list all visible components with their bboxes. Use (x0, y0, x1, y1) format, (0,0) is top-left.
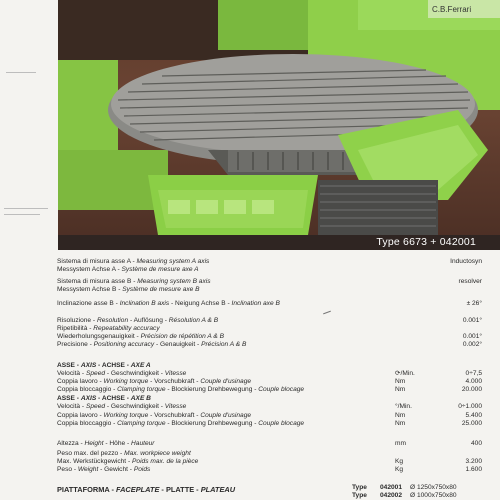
spec-label-translation: AXIS (80, 395, 97, 402)
spec-unit: Nm (395, 378, 406, 385)
spec-label-translation: Measuring system A axis (136, 258, 210, 265)
spec-label-translation: Speed (85, 403, 106, 410)
spec-label-text: Messystem Achse B - (57, 286, 123, 293)
spec-label-translation: Positioning accuracy (93, 341, 155, 348)
spec-label (57, 440, 387, 448)
faceplate-size: Ø 1000x750x80 (410, 492, 457, 499)
spec-label-translation: Couple blocage (258, 420, 305, 427)
spec-value: 0÷1.000 (458, 403, 482, 410)
spec-label (57, 395, 387, 403)
spec-unit: ⟳/Min. (395, 370, 415, 377)
spec-label-text: - Vorschubkraft - (148, 412, 201, 419)
spec-label-translation: Résolution A & B (168, 317, 219, 324)
spec-label (57, 458, 387, 466)
spec-label-text: Velocità - (57, 370, 86, 377)
spec-label-text: - PLATTE - (159, 485, 201, 494)
spec-label-translation: Inclination B axis (119, 300, 170, 307)
faceplate-type-code: 042002 (380, 492, 403, 499)
spec-value: 4.000 (465, 378, 482, 385)
spec-label-translation: Vitesse (164, 370, 187, 377)
spec-label-translation: Vitesse (164, 403, 187, 410)
spec-label-translation: AXIS (80, 362, 97, 369)
spec-label-translation: Working torque (103, 412, 149, 419)
spec-label (57, 403, 387, 411)
spec-label-text: Wiederholungsgenauigkeit - (57, 333, 141, 340)
spec-label-translation: Couple d'usinage (200, 378, 252, 385)
spec-label (57, 258, 387, 266)
spec-label (57, 266, 387, 274)
spec-label-translation: Clamping torque (117, 420, 166, 427)
spec-unit: °/Min. (395, 403, 412, 410)
spec-value: 1.600 (465, 466, 482, 473)
spec-label-translation: AXE B (130, 395, 151, 402)
spec-label-text: ASSE - (57, 362, 81, 369)
spec-label-translation: AXE A (130, 362, 151, 369)
spec-label-translation: Max. workpiece weight (124, 450, 191, 457)
spec-label (57, 333, 387, 341)
spec-label-text: Peso max. del pezzo - (57, 450, 125, 457)
spec-label-translation: Repeatability accuracy (93, 325, 160, 332)
spec-label-text: Coppia bloccaggio - (57, 386, 118, 393)
spec-label-text: Max. Werkstückgewicht - (57, 458, 132, 465)
spec-label-text: - Gewicht - (98, 466, 134, 473)
spec-label-translation: Measuring system B axis (137, 278, 211, 285)
spec-label-text: Risoluzione - (57, 317, 97, 324)
spec-label-text: Sistema di misura asse B - (57, 278, 138, 285)
spec-value: 400 (470, 440, 482, 447)
spec-label (57, 317, 387, 325)
spec-label-text: - Auflösung - (128, 317, 169, 324)
spec-value: 0.001° (462, 333, 482, 340)
spec-label-text: - Neigung Achse B - (169, 300, 232, 307)
spec-unit: Kg (395, 458, 404, 465)
spec-value: Inductosyn (450, 258, 482, 265)
spec-label-text: - Höhe - (103, 440, 132, 447)
spec-value: 25.000 (461, 420, 482, 427)
spec-value: 0÷7,5 (465, 370, 482, 377)
spec-label-translation: Hauteur (131, 440, 155, 447)
spec-label-text: ASSE - (57, 395, 81, 402)
spec-value: resolver (458, 278, 482, 285)
spec-unit: Nm (395, 386, 406, 393)
spec-label (57, 341, 387, 349)
spec-label-translation: Système de mesure axe A (121, 266, 199, 273)
spec-label (57, 386, 387, 394)
spec-label-text: - Vorschubkraft - (148, 378, 201, 385)
spec-label-translation: Working torque (103, 378, 149, 385)
spec-label-text: - Genauigkeit - (154, 341, 202, 348)
faceplate-type-code: 042001 (380, 484, 403, 491)
spec-label-text: Inclinazione asse B - (57, 300, 120, 307)
spec-unit: Kg (395, 466, 404, 473)
spec-label-text: - Geschwindigkeit - (105, 370, 165, 377)
faceplate-type-word: Type (352, 492, 367, 499)
spec-label (57, 286, 387, 294)
spec-label-translation: Poids max. de la pièce (132, 458, 199, 465)
spec-label-text: - Blockierung Drehbewegung - (165, 420, 259, 427)
spec-label-translation: Poids (133, 466, 151, 473)
spec-label-translation: Speed (85, 370, 106, 377)
spec-label (57, 486, 387, 494)
spec-unit: mm (395, 440, 406, 447)
spec-unit: Nm (395, 420, 406, 427)
spec-label-translation: Précision de répétition A & B (140, 333, 225, 340)
spec-label (57, 412, 387, 420)
spec-label (57, 362, 387, 370)
faceplate-size: Ø 1250x750x80 (410, 484, 457, 491)
spec-label-text: PIATTAFORMA - (57, 485, 116, 494)
spec-label-translation: PLATEAU (200, 485, 236, 494)
spec-label (57, 466, 387, 474)
spec-label-text: Coppia lavoro - (57, 378, 104, 385)
spec-value: 20.000 (461, 386, 482, 393)
spec-label-translation: FACEPLATE (115, 485, 160, 494)
spec-label (57, 300, 387, 308)
spec-label-text: - ACHSE - (96, 395, 131, 402)
spec-label-text: Coppia lavoro - (57, 412, 104, 419)
spec-label-text: Velocità - (57, 403, 86, 410)
spec-label-translation: Couple d'usinage (200, 412, 252, 419)
spec-value: 5.400 (465, 412, 482, 419)
spec-value: 3.200 (465, 458, 482, 465)
spec-label-text: - Blockierung Drehbewegung - (165, 386, 259, 393)
photo-caption: Type 6673 + 042001 (376, 236, 476, 248)
spec-label-translation: Précision A & B (201, 341, 247, 348)
spec-value: ± 26° (466, 300, 482, 307)
spec-label-text: - ACHSE - (96, 362, 131, 369)
brand-label: C.B.Ferrari (432, 5, 472, 14)
spec-label-text: Altezza - (57, 440, 85, 447)
spec-label-translation: Weight (77, 466, 99, 473)
spec-label (57, 278, 387, 286)
spec-label (57, 420, 387, 428)
spec-label-text: Sistema di misura asse A - (57, 258, 137, 265)
spec-label-translation: Height (84, 440, 104, 447)
spec-label-text: Messystem Achse A - (57, 266, 122, 273)
spec-label-text: Precisione - (57, 341, 94, 348)
spec-label-text: Ripetibilità - (57, 325, 94, 332)
spec-label-translation: Resolution (96, 317, 129, 324)
spec-unit: Nm (395, 412, 406, 419)
spec-label-translation: Clamping torque (117, 386, 166, 393)
faceplate-type-word: Type (352, 484, 367, 491)
spec-label (57, 370, 387, 378)
spec-label (57, 450, 387, 458)
spec-value: 0.002° (462, 341, 482, 348)
spec-label (57, 325, 387, 333)
spec-value: 0.001° (462, 317, 482, 324)
spec-label-text: Coppia bloccaggio - (57, 420, 118, 427)
spec-label-translation: Couple blocage (258, 386, 305, 393)
spec-label-translation: Inclination axe B (231, 300, 280, 307)
spec-label-text: Peso - (57, 466, 78, 473)
spec-label-translation: Système de mesure axe B (122, 286, 200, 293)
spec-label-text: - Geschwindigkeit - (105, 403, 165, 410)
spec-label (57, 378, 387, 386)
